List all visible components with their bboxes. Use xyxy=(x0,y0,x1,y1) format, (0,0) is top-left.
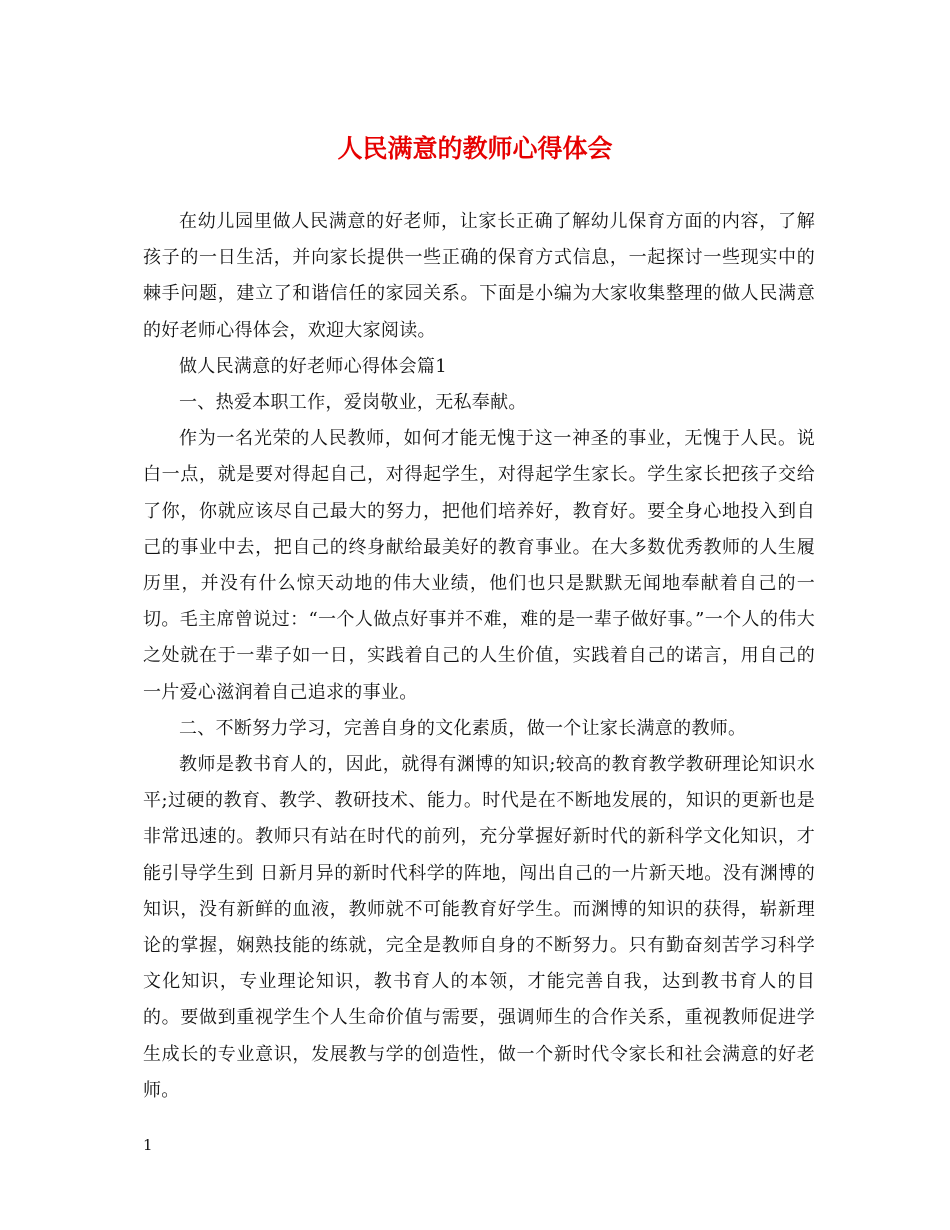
document-title: 人民满意的教师心得体会 xyxy=(337,134,613,163)
page-number: 1 xyxy=(143,1136,153,1154)
paragraph-point-2-heading: 二、不断努力学习，完善自身的文化素质，做一个让家长满意的教师。 xyxy=(179,717,747,739)
paragraph-point-2-body: 教师是教书育人的，因此，就得有渊博的知识;较高的教育教学教研理论知识水平;过硬的教育、教学、教研技术、能力。时代是在不断地发展的，知识的更新也是非常迅速的。教师只有站在时代的前列，充分掌握好新时代的新科学文化知识，才能引导学生到 日新月异的新时代科学的阵地，闯出自己的一片新天地。没有渊博的知识，没有新鲜的血液，教师就不可能教育好学生。而渊博的知识的获得，崭新理论的掌握，娴熟技能的练就，完全是教师自身的不断努力。只有勤奋刻苦学习科学文化知识，专业理论知识，教书育人的本领，才能完善自我，达到教书育人的目的。要做到重视学生个人生命价值与需要，强调师生的合作关系，重视教师促进学生成长的专业意识，发展教与学的创造性，做一个新时代令家长和社会满意的好老师。 xyxy=(143,754,815,1101)
document-body xyxy=(143,204,815,1109)
paragraph-intro: 在幼儿园里做人民满意的好老师，让家长正确了解幼儿保育方面的内容，了解孩子的一日生活，并向家长提供一些正确的保育方式信息，一起探讨一些现实中的棘手问题，建立了和谐信任的家园关系。下面是小编为大家收集整理的做人民满意的好老师心得体会，欢迎大家阅读。 xyxy=(143,211,815,341)
paragraph-section-heading: 做人民满意的好老师心得体会篇1 xyxy=(179,355,447,377)
paragraph-point-1-body: 作为一名光荣的人民教师，如何才能无愧于这一神圣的事业，无愧于人民。说白一点，就是要对得起自己，对得起学生，对得起学生家长。学生家长把孩子交给了你，你就应该尽自己最大的努力，把他们培养好，教育好。要全身心地投入到自己的事业中去，把自己的终身献给最美好的教育事业。在大多数优秀教师的人生履历里，并没有什么惊天动地的伟大业绩，他们也只是默默无闻地奉献着自己的一切。毛主席曾说过：“一个人做点好事并不难，难的是一辈子做好事。”一个人的伟大之处就在于一辈子如一日，实践着自己的人生价值，实践着自己的诺言，用自己的一片爱心滋润着自己追求的事业。 xyxy=(143,428,815,703)
paragraph-point-1-heading: 一、热爱本职工作，爱岗敬业，无私奉献。 xyxy=(179,392,527,414)
